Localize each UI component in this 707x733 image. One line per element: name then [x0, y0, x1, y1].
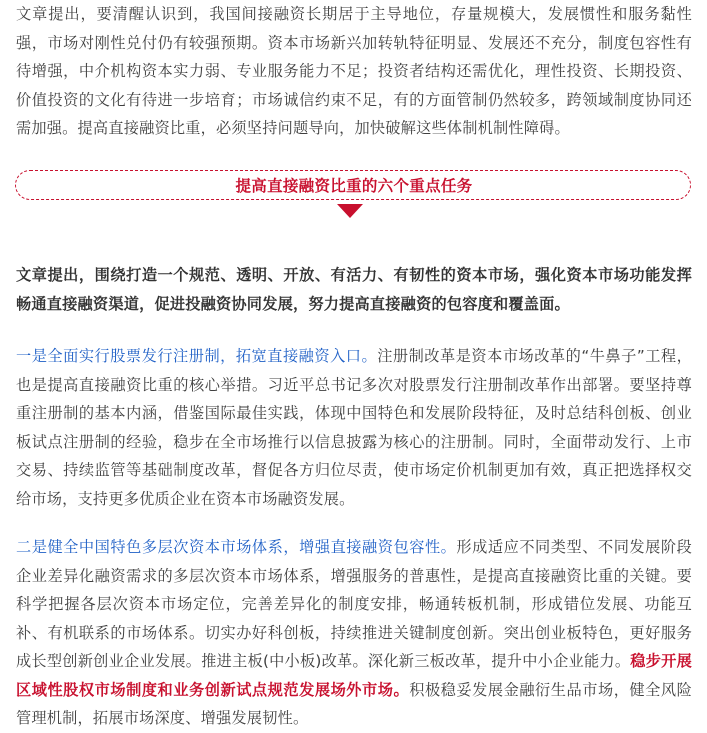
task-one-heading: 一是全面实行股票发行注册制，拓宽直接融资入口。 [16, 347, 378, 365]
section-banner [15, 170, 691, 200]
intro-paragraph: 文章提出，要清醒认识到，我国间接融资长期居于主导地位，存量规模大，发展惯性和服务黏性强，市场对刚性兑付仍有较强预期。资本市场新兴加转轨特征明显、发展还不充分，制度包容性有待增强，中介机构资本实力弱、专业服务能力不足；投资者结构还需优化，理性投资、长期投资、价值投资的文化有待进一步培育；市场诚信约束不足，有的方面管制仍然较多，跨领域制度协同还需加强。提高直接融资比重，必须坚持问题导向，加快破解这些体制机制性障碍。 [16, 5, 692, 137]
task-one-paragraph [16, 342, 692, 513]
summary-paragraph: 文章提出，围绕打造一个规范、透明、开放、有活力、有韧性的资本市场，强化资本市场功能发挥畅通直接融资渠道，促进投融资协同发展，努力提高直接融资的包容度和覆盖面。 [16, 266, 692, 313]
task-two-tail: 积极稳妥发展金融衍生品市场，健全风险管理机制，拓展市场深度、增强发展韧性。 [16, 680, 692, 727]
section-banner-title: 提高直接融资比重的六个重点任务 [235, 177, 473, 195]
task-two-highlight: 稳步开展区域性股权市场制度和业务创新试点规范发展场外市场。 [16, 652, 692, 699]
banner-arrow-icon [337, 204, 363, 218]
task-two-heading: 二是健全中国特色多层次资本市场体系，增强直接融资包容性。 [16, 538, 457, 556]
task-two-body: 形成适应不同类型、不同发展阶段企业差异化融资需求的多层次资本市场体系，增强服务的普惠性，是提高直接融资比重的关键。要科学把握各层次资本市场定位，完善差异化的制度安排，畅通转板机制，形成错位发展、功能互补、有机联系的市场体系。切实办好科创板，持续推进关键制度创新。突出创业板特色，更好服务成长型创新创业企业发展。推进主板(中小板)改革。深化新三板改革，提升中小企业能力。 [16, 538, 692, 670]
task-two-paragraph [16, 533, 692, 733]
task-one-body: 注册制改革是资本市场改革的“牛鼻子”工程，也是提高直接融资比重的核心举措。习近平总书记多次对股票发行注册制改革作出部署。要坚持尊重注册制的基本内涵，借鉴国际最佳实践，体现中国特色和发展阶段特征，及时总结科创板、创业板试点注册制的经验，稳步在全市场推行以信息披露为核心的注册制。同时，全面带动发行、上市交易、持续监管等基础制度改革，督促各方归位尽责，使市场定价机制更加有效，真正把选择权交给市场，支持更多优质企业在资本市场融资发展。 [16, 347, 693, 508]
